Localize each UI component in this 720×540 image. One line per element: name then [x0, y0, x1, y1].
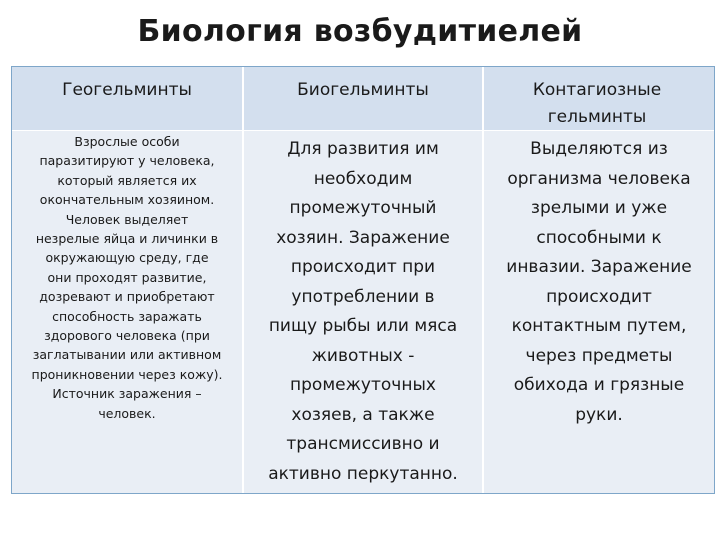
cell-text-line: инвазии. Заражение: [506, 257, 692, 277]
header-contagious-helminths: Контагиозные гельминты: [532, 80, 662, 127]
cell-biohelminths-description: [244, 135, 482, 489]
cell-text-line: промежуточных: [290, 375, 436, 395]
cell-text-line: Выделяются из: [530, 139, 668, 159]
cell-text-line: промежуточный: [289, 198, 437, 218]
cell-geohelminths-description: [12, 132, 242, 423]
cell-text-line: пищу рыбы или мяса: [268, 316, 458, 336]
cell-text-line: контактным путем,: [511, 316, 687, 336]
cell-text-line: обихода и грязные: [513, 375, 685, 395]
cell-text-line: проникновении через кожу).: [31, 366, 223, 382]
cell-text-line: окончательным хозяином.: [39, 192, 215, 208]
cell-text-line: Человек выделяет: [65, 211, 189, 227]
cell-text-line: дозревают и приобретают: [39, 289, 215, 305]
cell-text-line: способность заражать: [52, 308, 202, 324]
cell-text-line: хозяин. Заражение: [276, 227, 450, 248]
cell-text-line: происходит: [546, 286, 652, 307]
cell-text-line: человек.: [98, 405, 156, 421]
cell-text-line: животных -: [311, 345, 415, 366]
header-geohelminths: Геогельминты: [62, 80, 192, 100]
cell-text-line: руки.: [575, 404, 623, 425]
cell-text-line: хозяев, а также: [291, 404, 435, 425]
cell-text-line: они проходят развитие,: [47, 269, 207, 285]
cell-text-line: через предметы: [525, 345, 673, 366]
cell-text-line: который является их: [57, 172, 197, 188]
cell-text-line: паразитируют у человека,: [39, 153, 215, 169]
cell-text-line: здорового человека (при: [44, 328, 210, 344]
cell-text-line: необходим: [313, 168, 413, 189]
cell-text-line: трансмиссивно и: [286, 434, 440, 454]
header-biohelminths: Биогельминты: [297, 80, 429, 100]
helminth-biology-table: [11, 66, 715, 494]
cell-text-line: окружающую среду, где: [45, 250, 209, 266]
cell-text-line: незрелые яйца и личинки в: [35, 231, 219, 247]
cell-text-line: зрелыми и уже: [530, 198, 668, 218]
cell-text-line: Для развития им: [287, 139, 439, 159]
cell-text-line: активно перкутанно.: [268, 463, 458, 484]
cell-contagious-description: [484, 135, 714, 430]
cell-text-line: употреблении в: [291, 286, 435, 307]
cell-text-line: Взрослые особи: [74, 134, 180, 149]
cell-text-line: заглатывании или активном: [32, 347, 222, 363]
cell-text-line: происходит при: [290, 257, 436, 277]
cell-text-line: организма человека: [507, 168, 691, 189]
cell-text-line: Источник заражения –: [52, 386, 202, 402]
page-title: Биология возбудитиелей: [137, 14, 583, 49]
cell-text-line: способными к: [536, 227, 662, 248]
